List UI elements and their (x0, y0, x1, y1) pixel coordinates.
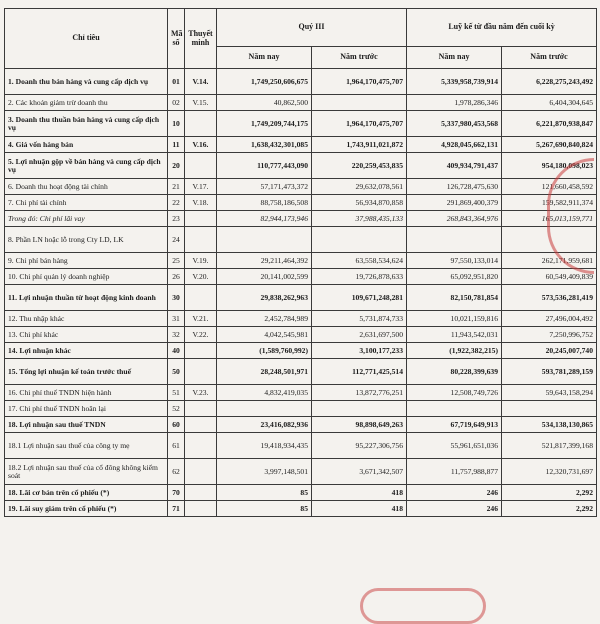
row-label: 18.1 Lợi nhuận sau thuế của công ty mẹ (5, 433, 168, 459)
row-code: 32 (168, 327, 185, 343)
quarter-last-year-value: 1,964,170,475,707 (312, 111, 407, 137)
ytd-this-year-value: 55,961,651,036 (407, 433, 502, 459)
quarter-last-year-value: 56,934,870,858 (312, 195, 407, 211)
row-code: 52 (168, 401, 185, 417)
ytd-this-year-value: 10,021,159,816 (407, 311, 502, 327)
quarter-this-year-value: 82,944,173,946 (217, 211, 312, 227)
quarter-this-year-value: 20,141,002,599 (217, 269, 312, 285)
row-code: 40 (168, 343, 185, 359)
col-note-header: Thuyết minh (185, 9, 217, 69)
row-note: V.18. (185, 195, 217, 211)
ytd-this-year-value: 67,719,649,913 (407, 417, 502, 433)
row-note (185, 227, 217, 253)
ytd-last-year-value: 12,320,731,697 (502, 459, 597, 485)
quarter-this-year-value: 19,418,934,435 (217, 433, 312, 459)
row-note: V.22. (185, 327, 217, 343)
row-code: 23 (168, 211, 185, 227)
quarter-last-year-value: 220,259,453,835 (312, 153, 407, 179)
table-row (5, 137, 597, 153)
row-note (185, 153, 217, 179)
row-code: 01 (168, 69, 185, 95)
row-label: 11. Lợi nhuận thuần từ hoạt động kinh doanh (5, 285, 168, 311)
quarter-this-year-value (217, 401, 312, 417)
quarter-this-year-value: 110,777,443,090 (217, 153, 312, 179)
row-note (185, 401, 217, 417)
quarter-this-year-value: 3,997,148,501 (217, 459, 312, 485)
row-label: 3. Doanh thu thuần bán hàng và cung cấp dịch vụ (5, 111, 168, 137)
quarter-last-year-value: 1,743,911,021,872 (312, 137, 407, 153)
row-code: 26 (168, 269, 185, 285)
row-code: 50 (168, 359, 185, 385)
table-row (5, 433, 597, 459)
row-code: 24 (168, 227, 185, 253)
ytd-last-year-value: 20,245,007,740 (502, 343, 597, 359)
row-code: 30 (168, 285, 185, 311)
row-code: 61 (168, 433, 185, 459)
ytd-this-year-value: 97,550,133,014 (407, 253, 502, 269)
row-code: 10 (168, 111, 185, 137)
quarter-last-year-value: 112,771,425,514 (312, 359, 407, 385)
ytd-last-year-value: 159,582,911,374 (502, 195, 597, 211)
quarter-last-year-value: 418 (312, 501, 407, 517)
row-label: 18. Lãi cơ bản trên cổ phiếu (*) (5, 485, 168, 501)
row-label: 13. Chi phí khác (5, 327, 168, 343)
quarter-this-year-value: 85 (217, 501, 312, 517)
ytd-last-year-value: 7,250,996,752 (502, 327, 597, 343)
table-row (5, 269, 597, 285)
row-note: V.14. (185, 69, 217, 95)
income-statement-table (4, 8, 597, 517)
row-label: 18.2 Lợi nhuận sau thuế của cổ đông không kiểm soát (5, 459, 168, 485)
ytd-last-year-value: 5,267,690,840,824 (502, 137, 597, 153)
row-note: V.19. (185, 253, 217, 269)
quarter-this-year-value: 1,749,250,606,675 (217, 69, 312, 95)
table-row (5, 227, 597, 253)
quarter-this-year-value: 88,758,186,508 (217, 195, 312, 211)
quarter-this-year-value: 4,042,545,981 (217, 327, 312, 343)
row-note: V.20. (185, 269, 217, 285)
quarter-this-year-value: 85 (217, 485, 312, 501)
table-row (5, 69, 597, 95)
ytd-last-year-value (502, 401, 597, 417)
quarter-last-year-value: 5,731,874,733 (312, 311, 407, 327)
table-row (5, 311, 597, 327)
ytd-this-year-value: 126,728,475,630 (407, 179, 502, 195)
ytd-this-year-value: 268,843,364,976 (407, 211, 502, 227)
quarter-this-year-value (217, 227, 312, 253)
row-note: V.23. (185, 385, 217, 401)
row-note (185, 459, 217, 485)
ytd-this-year-value: 11,943,542,031 (407, 327, 502, 343)
ytd-this-year-value: 291,869,400,379 (407, 195, 502, 211)
quarter-this-year-value: 2,452,784,989 (217, 311, 312, 327)
row-label: 1. Doanh thu bán hàng và cung cấp dịch vụ (5, 69, 168, 95)
table-row (5, 359, 597, 385)
table-row (5, 111, 597, 137)
ytd-group-header: Luỹ kế từ đầu năm đến cuối kỳ (407, 9, 597, 47)
ytd-last-year-value: 6,221,870,938,847 (502, 111, 597, 137)
quarter-this-year-value: (1,589,760,992) (217, 343, 312, 359)
ytd-this-year-value: 246 (407, 501, 502, 517)
ytd-this-year-value: 5,337,980,453,568 (407, 111, 502, 137)
quarter-last-year-value: 29,632,078,561 (312, 179, 407, 195)
table-row (5, 253, 597, 269)
row-label: 4. Giá vốn hàng bán (5, 137, 168, 153)
quarter-last-year-value: 63,558,534,624 (312, 253, 407, 269)
quarter-last-year-value: 3,671,342,507 (312, 459, 407, 485)
ytd-last-year-value: 27,496,004,492 (502, 311, 597, 327)
row-label: 18. Lợi nhuận sau thuế TNDN (5, 417, 168, 433)
ytd-last-year-value: 262,171,959,681 (502, 253, 597, 269)
table-row (5, 401, 597, 417)
ytd-last-year-value: 2,292 (502, 501, 597, 517)
quarter-last-year-header: Năm trước (312, 47, 407, 69)
quarter-group-header: Quý III (217, 9, 407, 47)
row-label: 10. Chi phí quản lý doanh nghiệp (5, 269, 168, 285)
row-code: 31 (168, 311, 185, 327)
row-note (185, 501, 217, 517)
bottom-stamp (360, 588, 486, 624)
ytd-last-year-value: 6,404,304,645 (502, 95, 597, 111)
row-label: 16. Chi phí thuế TNDN hiện hành (5, 385, 168, 401)
row-code: 51 (168, 385, 185, 401)
quarter-this-year-value: 1,749,209,744,175 (217, 111, 312, 137)
row-note (185, 343, 217, 359)
quarter-this-year-value: 29,211,464,392 (217, 253, 312, 269)
row-label: 19. Lãi suy giảm trên cổ phiếu (*) (5, 501, 168, 517)
col-code-header: Mã số (168, 9, 185, 69)
row-label: 9. Chi phí bán hàng (5, 253, 168, 269)
quarter-last-year-value: 109,671,248,281 (312, 285, 407, 311)
table-row (5, 417, 597, 433)
table-row (5, 179, 597, 195)
row-label: 5. Lợi nhuận gộp về bán hàng và cung cấp dịch vụ (5, 153, 168, 179)
table-row (5, 195, 597, 211)
ytd-this-year-value: 12,508,749,726 (407, 385, 502, 401)
row-code: 11 (168, 137, 185, 153)
quarter-last-year-value (312, 227, 407, 253)
row-code: 21 (168, 179, 185, 195)
ytd-this-year-value: 11,757,988,877 (407, 459, 502, 485)
table-row (5, 485, 597, 501)
ytd-this-year-value: 409,934,791,437 (407, 153, 502, 179)
row-code: 60 (168, 417, 185, 433)
income-statement (4, 8, 596, 517)
ytd-this-year-value: 82,150,781,854 (407, 285, 502, 311)
row-label: 7. Chi phí tài chính (5, 195, 168, 211)
quarter-this-year-value: 4,832,419,035 (217, 385, 312, 401)
table-row (5, 327, 597, 343)
row-label: Trong đó: Chi phí lãi vay (5, 211, 168, 227)
ytd-this-year-value: 1,978,286,346 (407, 95, 502, 111)
ytd-last-year-value: 60,549,409,839 (502, 269, 597, 285)
quarter-this-year-header: Năm nay (217, 47, 312, 69)
quarter-this-year-value: 40,862,500 (217, 95, 312, 111)
row-note: V.17. (185, 179, 217, 195)
table-row (5, 211, 597, 227)
table-row (5, 459, 597, 485)
quarter-this-year-value: 57,171,473,372 (217, 179, 312, 195)
row-note (185, 485, 217, 501)
ytd-this-year-value: 4,928,045,662,131 (407, 137, 502, 153)
ytd-last-year-value: 573,536,281,419 (502, 285, 597, 311)
row-code: 22 (168, 195, 185, 211)
row-label: 15. Tổng lợi nhuận kế toán trước thuế (5, 359, 168, 385)
quarter-last-year-value: 1,964,170,475,707 (312, 69, 407, 95)
table-row (5, 501, 597, 517)
quarter-last-year-value: 98,898,649,263 (312, 417, 407, 433)
table-row (5, 95, 597, 111)
quarter-last-year-value: 2,631,697,500 (312, 327, 407, 343)
quarter-last-year-value: 13,872,776,251 (312, 385, 407, 401)
header-row-top (5, 9, 597, 47)
ytd-this-year-value: 246 (407, 485, 502, 501)
ytd-this-year-value: 80,228,399,639 (407, 359, 502, 385)
row-note (185, 285, 217, 311)
row-code: 70 (168, 485, 185, 501)
quarter-last-year-value: 95,227,306,756 (312, 433, 407, 459)
row-code: 20 (168, 153, 185, 179)
col-item-header: Chỉ tiêu (5, 9, 168, 69)
ytd-this-year-value (407, 227, 502, 253)
table-row (5, 285, 597, 311)
row-label: 2. Các khoản giảm trừ doanh thu (5, 95, 168, 111)
quarter-last-year-value: 3,100,177,233 (312, 343, 407, 359)
row-note (185, 111, 217, 137)
ytd-last-year-header: Năm trước (502, 47, 597, 69)
quarter-this-year-value: 1,638,432,301,085 (217, 137, 312, 153)
row-note: V.15. (185, 95, 217, 111)
row-label: 6. Doanh thu hoạt động tài chính (5, 179, 168, 195)
row-code: 71 (168, 501, 185, 517)
row-label: 8. Phần LN hoặc lỗ trong Cty LD, LK (5, 227, 168, 253)
ytd-last-year-value: 534,138,130,865 (502, 417, 597, 433)
ytd-last-year-value: 121,660,458,592 (502, 179, 597, 195)
row-label: 17. Chi phí thuế TNDN hoãn lại (5, 401, 168, 417)
row-note: V.16. (185, 137, 217, 153)
ytd-last-year-value: 521,817,399,168 (502, 433, 597, 459)
quarter-last-year-value: 418 (312, 485, 407, 501)
row-label: 14. Lợi nhuận khác (5, 343, 168, 359)
table-row (5, 153, 597, 179)
quarter-this-year-value: 29,838,262,963 (217, 285, 312, 311)
row-code: 62 (168, 459, 185, 485)
table-row (5, 343, 597, 359)
row-code: 02 (168, 95, 185, 111)
row-note (185, 433, 217, 459)
ytd-this-year-value: 5,339,958,739,914 (407, 69, 502, 95)
ytd-last-year-value: 6,228,275,243,492 (502, 69, 597, 95)
ytd-this-year-value (407, 401, 502, 417)
ytd-this-year-header: Năm nay (407, 47, 502, 69)
row-note (185, 417, 217, 433)
row-note (185, 359, 217, 385)
row-code: 25 (168, 253, 185, 269)
ytd-last-year-value: 59,643,158,294 (502, 385, 597, 401)
ytd-last-year-value: 593,781,289,159 (502, 359, 597, 385)
row-note (185, 211, 217, 227)
quarter-last-year-value: 19,726,878,633 (312, 269, 407, 285)
ytd-last-year-value: 165,013,159,771 (502, 211, 597, 227)
ytd-this-year-value: (1,922,382,215) (407, 343, 502, 359)
ytd-last-year-value: 2,292 (502, 485, 597, 501)
row-label: 12. Thu nhập khác (5, 311, 168, 327)
quarter-this-year-value: 23,416,082,936 (217, 417, 312, 433)
ytd-last-year-value: 954,180,098,023 (502, 153, 597, 179)
row-note: V.21. (185, 311, 217, 327)
quarter-last-year-value: 37,988,435,133 (312, 211, 407, 227)
quarter-last-year-value (312, 401, 407, 417)
quarter-this-year-value: 28,248,501,971 (217, 359, 312, 385)
ytd-this-year-value: 65,092,951,820 (407, 269, 502, 285)
table-row (5, 385, 597, 401)
quarter-last-year-value (312, 95, 407, 111)
